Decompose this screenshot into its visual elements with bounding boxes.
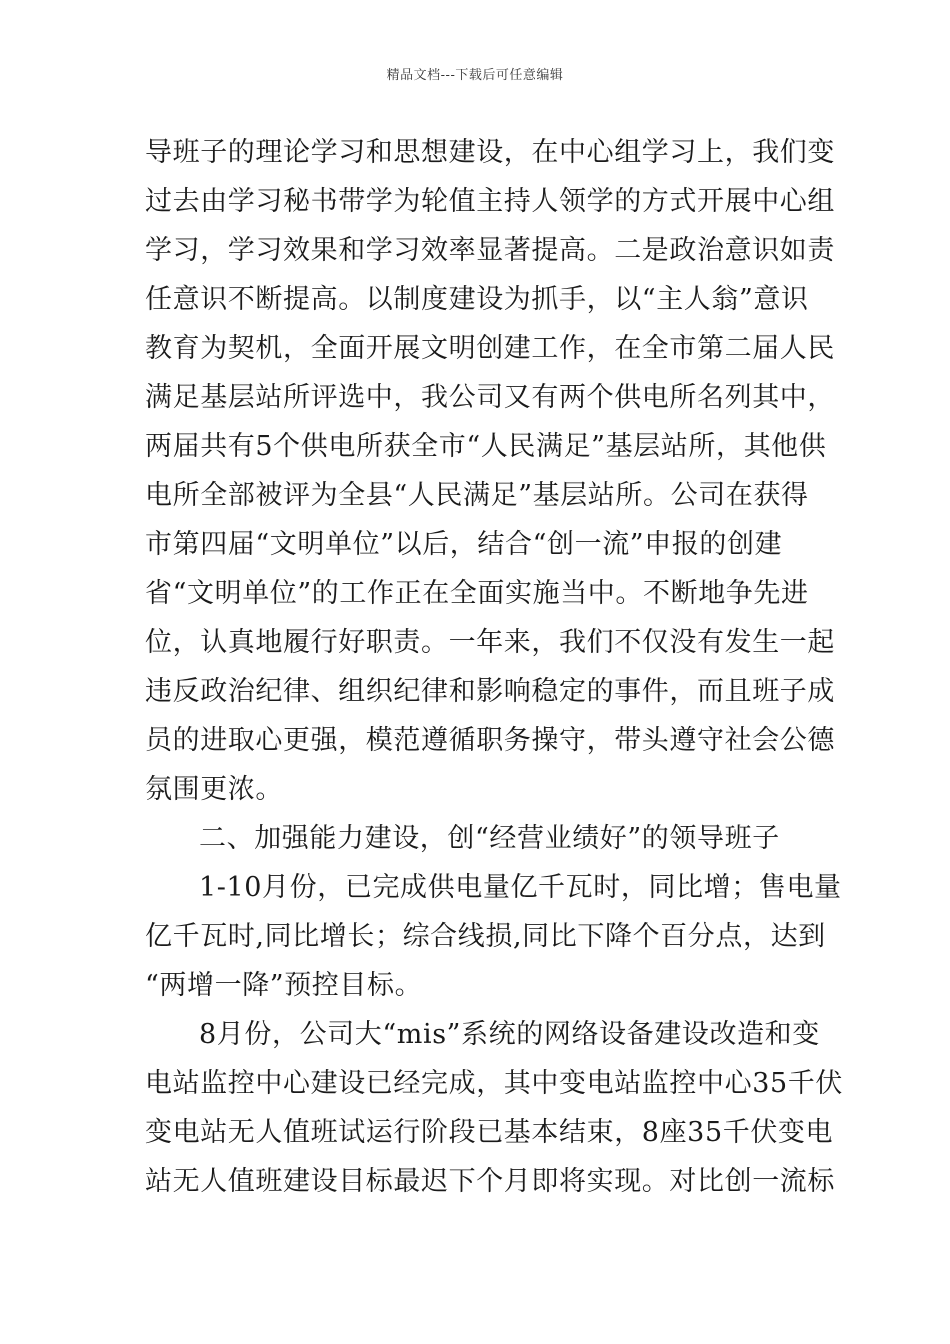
text-line: 违反政治纪律、组织纪律和影响稳定的事件，而且班子成 [145,676,835,707]
text-line: 过去由学习秘书带学为轮值主持人领学的方式开展中心组 [145,186,835,217]
text-line: 位，认真地履行好职责。一年来，我们不仅没有发生一起 [145,627,835,658]
text-line: 省“文明单位”的工作正在全面实施当中。不断地争先进 [145,578,809,609]
text-line: 市第四届“文明单位”以后，结合“创一流”申报的创建 [145,529,783,560]
text-line: 任意识不断提高。以制度建设为抓手，以“主人翁”意识 [145,284,809,315]
page-header: 精品文档---下载后可任意编辑 [386,68,564,83]
text-line: 站无人值班建设目标最迟下个月即将实现。对比创一流标 [145,1166,835,1197]
text-line: 氛围更浓。 [145,774,283,805]
text-line: 教育为契机，全面开展文明创建工作，在全市第二届人民 [145,333,835,364]
text-line: 电所全部被评为全县“人民满足”基层站所。公司在获得 [145,480,809,511]
text-line: 亿千瓦时,同比增长；综合线损,同比下降个百分点，达到 [145,921,826,952]
section-heading: 二、加强能力建设，创“经营业绩好”的领导班子 [199,823,780,854]
text-line: 导班子的理论学习和思想建设，在中心组学习上，我们变 [145,137,835,168]
paragraph-start-line: 1-10月份，已完成供电量亿千瓦时，同比增；售电量 [199,872,842,903]
document-body [145,128,843,1206]
text-line: 满足基层站所评选中，我公司又有两个供电所名列其中， [145,382,835,413]
text-line: 电站监控中心建设已经完成，其中变电站监控中心35千伏 [145,1068,843,1099]
text-line: 两届共有5个供电所获全市“人民满足”基层站所，其他供 [145,431,827,462]
text-line: 学习，学习效果和学习效率显著提高。二是政治意识如责 [145,235,835,266]
text-line: 变电站无人值班试运行阶段已基本结束，8座35千伏变电 [145,1117,834,1148]
text-line: 员的进取心更强，模范遵循职务操守，带头遵守社会公德 [145,725,835,756]
paragraph-start-line: 8月份，公司大“mis”系统的网络设备建设改造和变 [199,1019,820,1050]
text-line: “两增一降”预控目标。 [145,970,423,1001]
